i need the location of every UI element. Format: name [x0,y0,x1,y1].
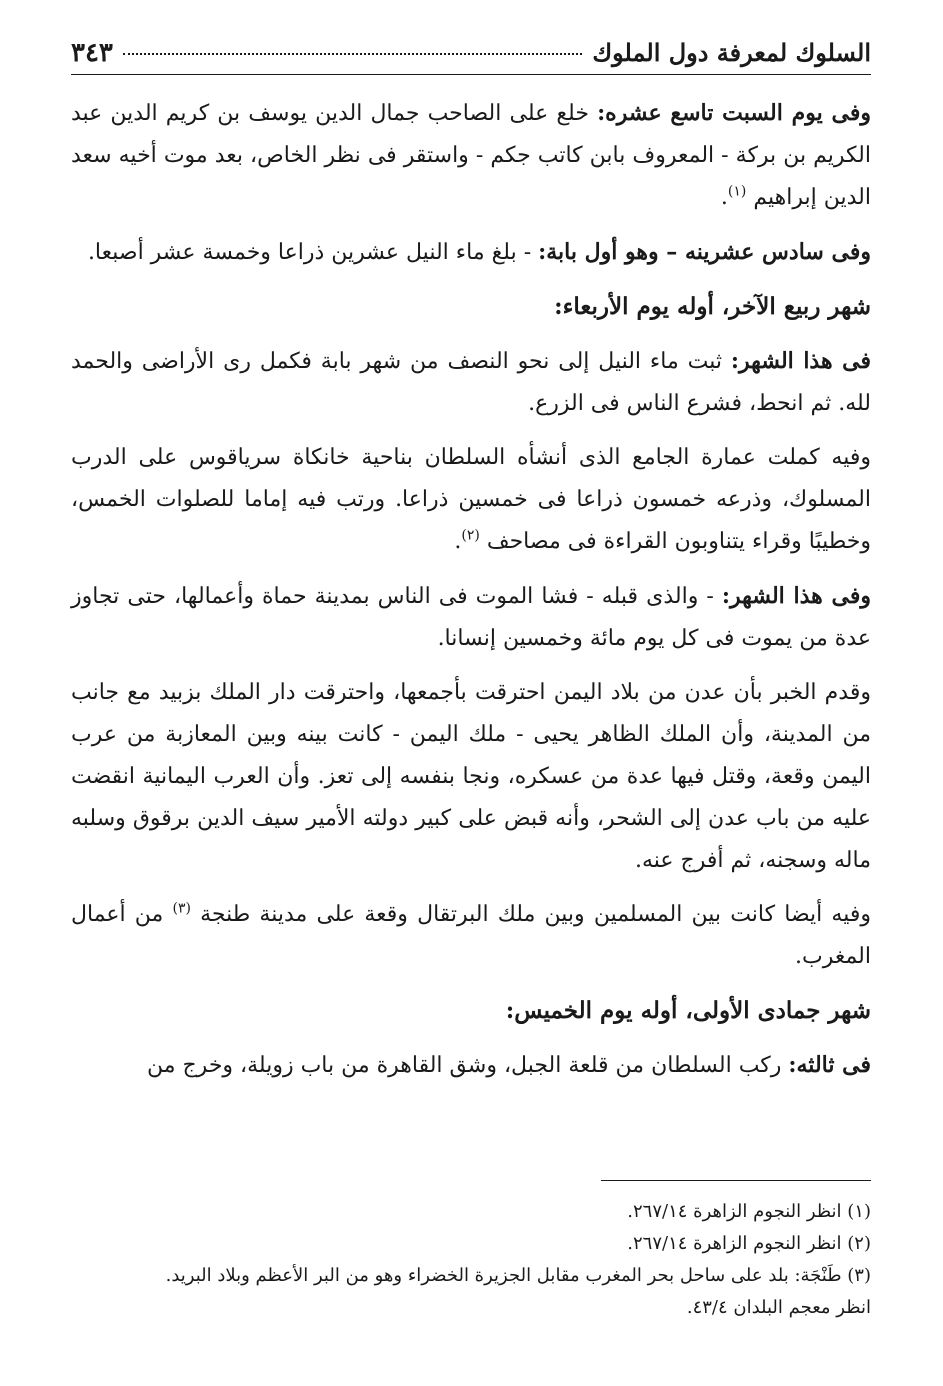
paragraph [71,340,871,425]
paragraph-lead: وفى يوم السبت تاسع عشره: [597,100,871,126]
paragraph [71,231,871,274]
footnote: (١) انظر النجوم الزاهرة ٢٦٧/١٤. [627,1201,871,1222]
paragraph-text: وقدم الخبر بأن عدن من بلاد اليمن احترقت بأجمعها، واحترقت دار الملك بزبيد مع جانب من المدينة، وأن الملك الظاهر يحيى - ملك اليمن - كانت بينه وبين المعازبة من عرب اليمن وقعة، وقتل فيها عدة من عسكره، ونجا بنفسه إلى تعز. وأن العرب اليمانية انقضت عليه من باب عدن إلى الشحر، وأنه قبض على كبير دولته الأمير سيف الدين برقوق وسلبه ماله وسجنه، ثم أفرج عنه. [71,680,871,873]
paragraph [71,437,871,563]
paragraph-lead: وفى سادس عشرينه – وهو أول بابة: [538,239,871,265]
paragraph [71,672,871,882]
footnote-ref: (١) [727,183,747,200]
footnote-ref: (٣) [172,900,191,917]
footnote: (٢) انظر النجوم الزاهرة ٢٦٧/١٤. [627,1233,871,1254]
paragraph-lead: وفى هذا الشهر: [721,583,871,609]
paragraph-text: - بلغ ماء النيل عشرين ذراعا وخمسة عشر أصبعا. [87,240,539,265]
footnote: انظر معجم البلدان ٤٣/٤. [686,1297,871,1318]
paragraph-tail: . [454,529,462,554]
paragraph-text: - والذى قبله - فشا الموت فى الناس بمدينة حماة وأعمالها، حتى تجاوز عدة من يموت فى كل يوم مائة وخمسين إنسانا. [71,584,871,651]
paragraph-text: ثبت ماء النيل إلى نحو النصف من شهر بابة فكمل رى الأراضى والحمد لله. ثم انحط، فشرع الناس فى الزرع. [71,349,871,416]
paragraph-text: وفيه كملت عمارة الجامع الذى أنشأه السلطان بناحية خانكاة سرياقوس على الدرب المسلوك، وذرعه خمسون ذراعا فى خمسين ذراعا. ورتب فيه إماما للصلوات الخمس، وخطيبًا وقراء يتناوبون القراءة فى مصاحف [71,445,871,554]
month-heading: شهر ربيع الآخر، أوله يوم الأربعاء: [554,293,871,320]
leader-dots [123,53,582,55]
footnotes [71,1196,871,1324]
paragraph [71,575,871,660]
page-number: ٣٤٣ [71,38,113,68]
footnote-ref: (٢) [461,527,480,544]
running-title: السلوك لمعرفة دول الملوك [592,38,871,67]
paragraph-tail: . [720,185,728,210]
paragraph-tail: من أعمال المغرب. [71,902,871,969]
paragraph [71,92,871,219]
paragraph-lead: فى ثالثه: [788,1052,871,1078]
paragraph [71,1044,871,1087]
month-heading: شهر جمادى الأولى، أوله يوم الخميس: [505,997,871,1024]
footnote-divider [601,1180,871,1181]
paragraph-text: وفيه أيضا كانت بين المسلمين وبين ملك البرتقال وقعة على مدينة طنجة [200,902,871,927]
footnote: (٣) طَنْجَة: بلد على ساحل بحر المغرب مقابل الجزيرة الخضراء وهو من البر الأعظم وبلاد البريد. [165,1265,871,1286]
page-header [71,38,871,75]
paragraph-text: خلع على الصاحب جمال الدين يوسف بن كريم الدين عبد الكريم بن بركة - المعروف بابن كاتب جكم - واستقر فى نظر الخاص، بعد موت أخيه سعد الدين إبراهيم [71,101,871,210]
main-text [71,92,871,1099]
paragraph-text: ركب السلطان من قلعة الجبل، وشق القاهرة من باب زويلة، وخرج من [146,1053,789,1078]
paragraph [71,894,871,978]
paragraph-lead: فى هذا الشهر: [730,348,871,374]
